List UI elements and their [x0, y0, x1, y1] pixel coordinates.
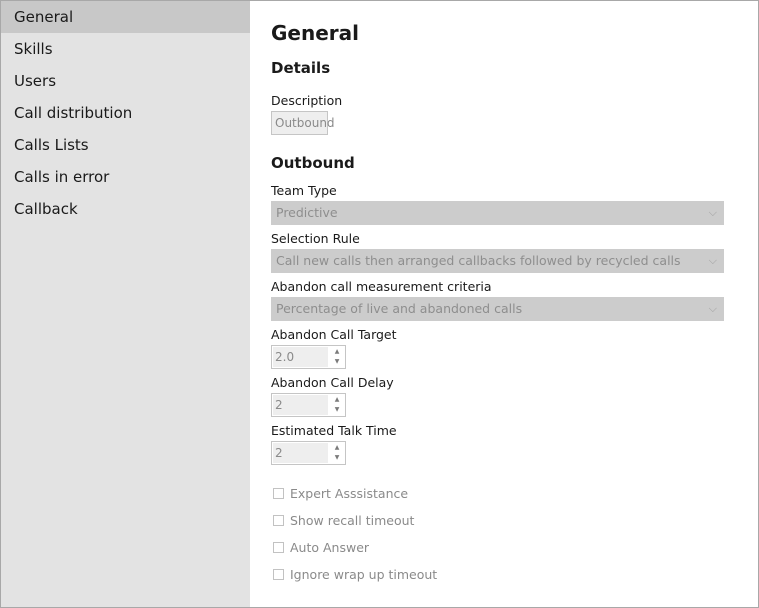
description-field[interactable]: Outbound: [271, 111, 328, 135]
selection-rule-select[interactable]: [271, 249, 724, 273]
sidebar-item-general[interactable]: General: [1, 1, 250, 33]
sidebar-item-call-distribution[interactable]: Call distribution: [14, 104, 133, 122]
abandon-target-stepper[interactable]: [271, 345, 346, 369]
sidebar-item-callback[interactable]: Callback: [14, 200, 78, 218]
abandon-delay-label: Abandon Call Delay: [271, 375, 394, 390]
abandon-delay-stepper[interactable]: [271, 393, 346, 417]
spin-down-icon[interactable]: ▼: [334, 406, 340, 413]
abandon-delay-value[interactable]: 2: [273, 395, 328, 415]
team-type-select[interactable]: [271, 201, 724, 225]
sidebar-item-calls-in-error[interactable]: Calls in error: [14, 168, 110, 186]
abandon-criteria-value: Percentage of live and abandoned calls: [276, 301, 523, 316]
spin-down-icon[interactable]: ▼: [334, 358, 340, 365]
team-type-value: Predictive: [276, 205, 338, 220]
sidebar: [1, 1, 250, 607]
outbound-heading: Outbound: [271, 154, 355, 172]
details-heading: Details: [271, 59, 331, 77]
spin-down-icon[interactable]: ▼: [334, 454, 340, 461]
checkbox-box[interactable]: [273, 569, 284, 580]
checkbox-label: Ignore wrap up timeout: [290, 567, 438, 582]
spin-up-icon[interactable]: ▲: [334, 444, 340, 451]
abandon-criteria-label: Abandon call measurement criteria: [271, 279, 492, 294]
spin-up-icon[interactable]: ▲: [334, 348, 340, 355]
checkbox-label: Auto Answer: [290, 540, 370, 555]
chevron-down-icon: ⌵: [708, 254, 717, 267]
chevron-down-icon: ⌵: [708, 302, 717, 315]
sidebar-item-skills[interactable]: Skills: [14, 40, 53, 58]
selection-rule-value: Call new calls then arranged callbacks followed by recycled calls: [276, 253, 681, 268]
main-panel: [271, 1, 757, 607]
abandon-target-label: Abandon Call Target: [271, 327, 397, 342]
sidebar-item-calls-lists[interactable]: Calls Lists: [14, 136, 89, 154]
checkbox-label: Expert Asssistance: [290, 486, 409, 501]
team-type-label: Team Type: [271, 183, 337, 198]
checkbox-box[interactable]: [273, 515, 284, 526]
checkbox-box[interactable]: [273, 488, 284, 499]
checkbox-label: Show recall timeout: [290, 513, 415, 528]
talk-time-label: Estimated Talk Time: [271, 423, 397, 438]
checkbox-box[interactable]: [273, 542, 284, 553]
chevron-down-icon: ⌵: [708, 206, 717, 219]
abandon-criteria-select[interactable]: [271, 297, 724, 321]
spin-up-icon[interactable]: ▲: [334, 396, 340, 403]
talk-time-stepper[interactable]: [271, 441, 346, 465]
talk-time-value[interactable]: 2: [273, 443, 328, 463]
description-label: Description: [271, 93, 343, 108]
page-title: General: [271, 21, 359, 45]
selection-rule-label: Selection Rule: [271, 231, 360, 246]
abandon-target-value[interactable]: 2.0: [273, 347, 328, 367]
sidebar-item-users[interactable]: Users: [14, 72, 57, 90]
